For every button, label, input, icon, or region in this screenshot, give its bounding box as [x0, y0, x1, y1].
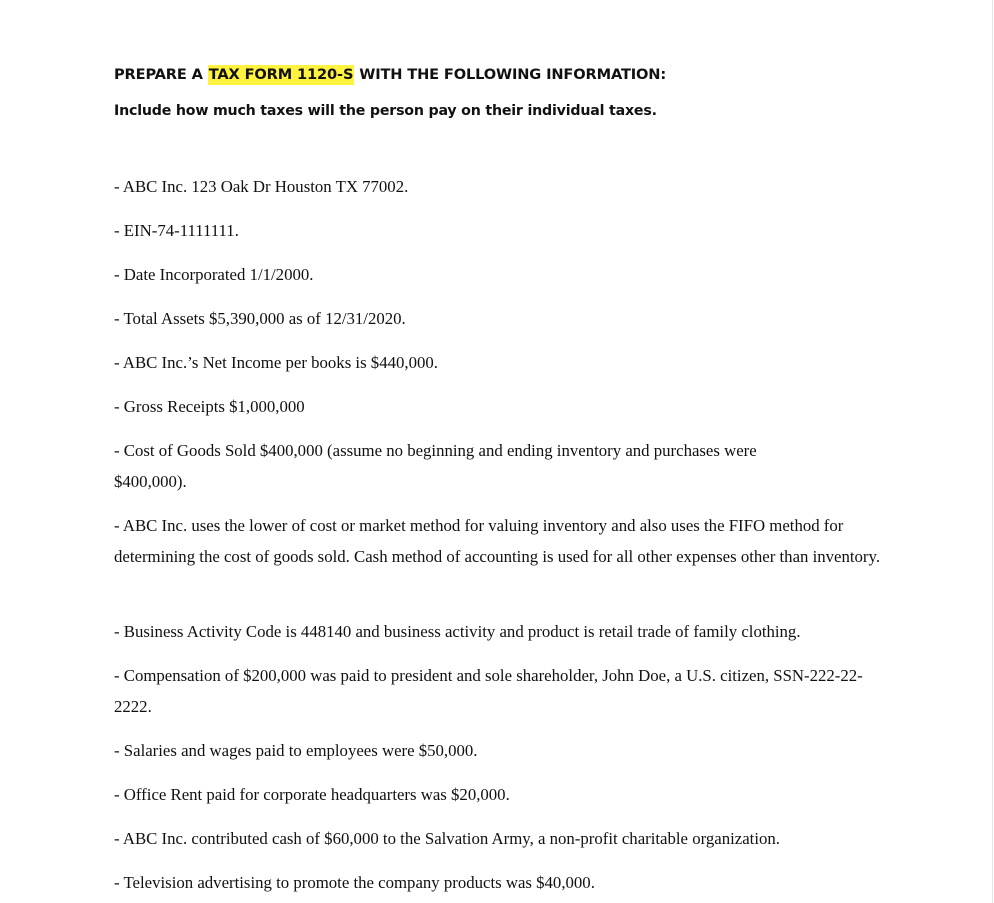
title-highlight: TAX FORM 1120-S: [208, 66, 354, 83]
list-item-inventory-method: - ABC Inc. uses the lower of cost or market method for valuing inventory and also uses the FIFO method for determining the cost of goods sold. Cash method of accounting is used for all other expenses other than inventory.: [114, 516, 881, 566]
title-suffix: WITH THE FOLLOWING INFORMATION:: [354, 66, 667, 83]
list-item-total-assets: - Total Assets $5,390,000 as of 12/31/2020.: [114, 309, 406, 328]
page-edge: [992, 0, 993, 903]
list-item-advertising: - Television advertising to promote the company products was $40,000.: [114, 873, 595, 892]
list-item-address: - ABC Inc. 123 Oak Dr Houston TX 77002.: [114, 177, 409, 196]
list-item-business-activity: - Business Activity Code is 448140 and business activity and product is retail trade of family clothing.: [114, 622, 801, 641]
list-item-salaries: - Salaries and wages paid to employees were $50,000.: [114, 741, 478, 760]
list-item-date-incorporated: - Date Incorporated 1/1/2000.: [114, 265, 314, 284]
list-item-net-income: - ABC Inc.’s Net Income per books is $440,000.: [114, 353, 438, 372]
page-title: [114, 68, 666, 83]
page-subtitle: Include how much taxes will the person pay on their individual taxes.: [114, 103, 657, 119]
list-item-office-rent: - Office Rent paid for corporate headquarters was $20,000.: [114, 785, 510, 804]
list-item-ein: - EIN-74-1111111.: [114, 221, 239, 240]
list-item-charitable-contribution: - ABC Inc. contributed cash of $60,000 to the Salvation Army, a non-profit charitable organization.: [114, 829, 780, 848]
list-item-compensation: - Compensation of $200,000 was paid to president and sole shareholder, John Doe, a U.S. citizen, SSN-222-22-2222.: [114, 666, 863, 716]
title-prefix: PREPARE A: [114, 66, 208, 83]
list-item-cost-of-goods-sold: - Cost of Goods Sold $400,000 (assume no beginning and ending inventory and purchases were $400,000).: [114, 441, 757, 491]
list-item-gross-receipts: - Gross Receipts $1,000,000: [114, 397, 305, 416]
